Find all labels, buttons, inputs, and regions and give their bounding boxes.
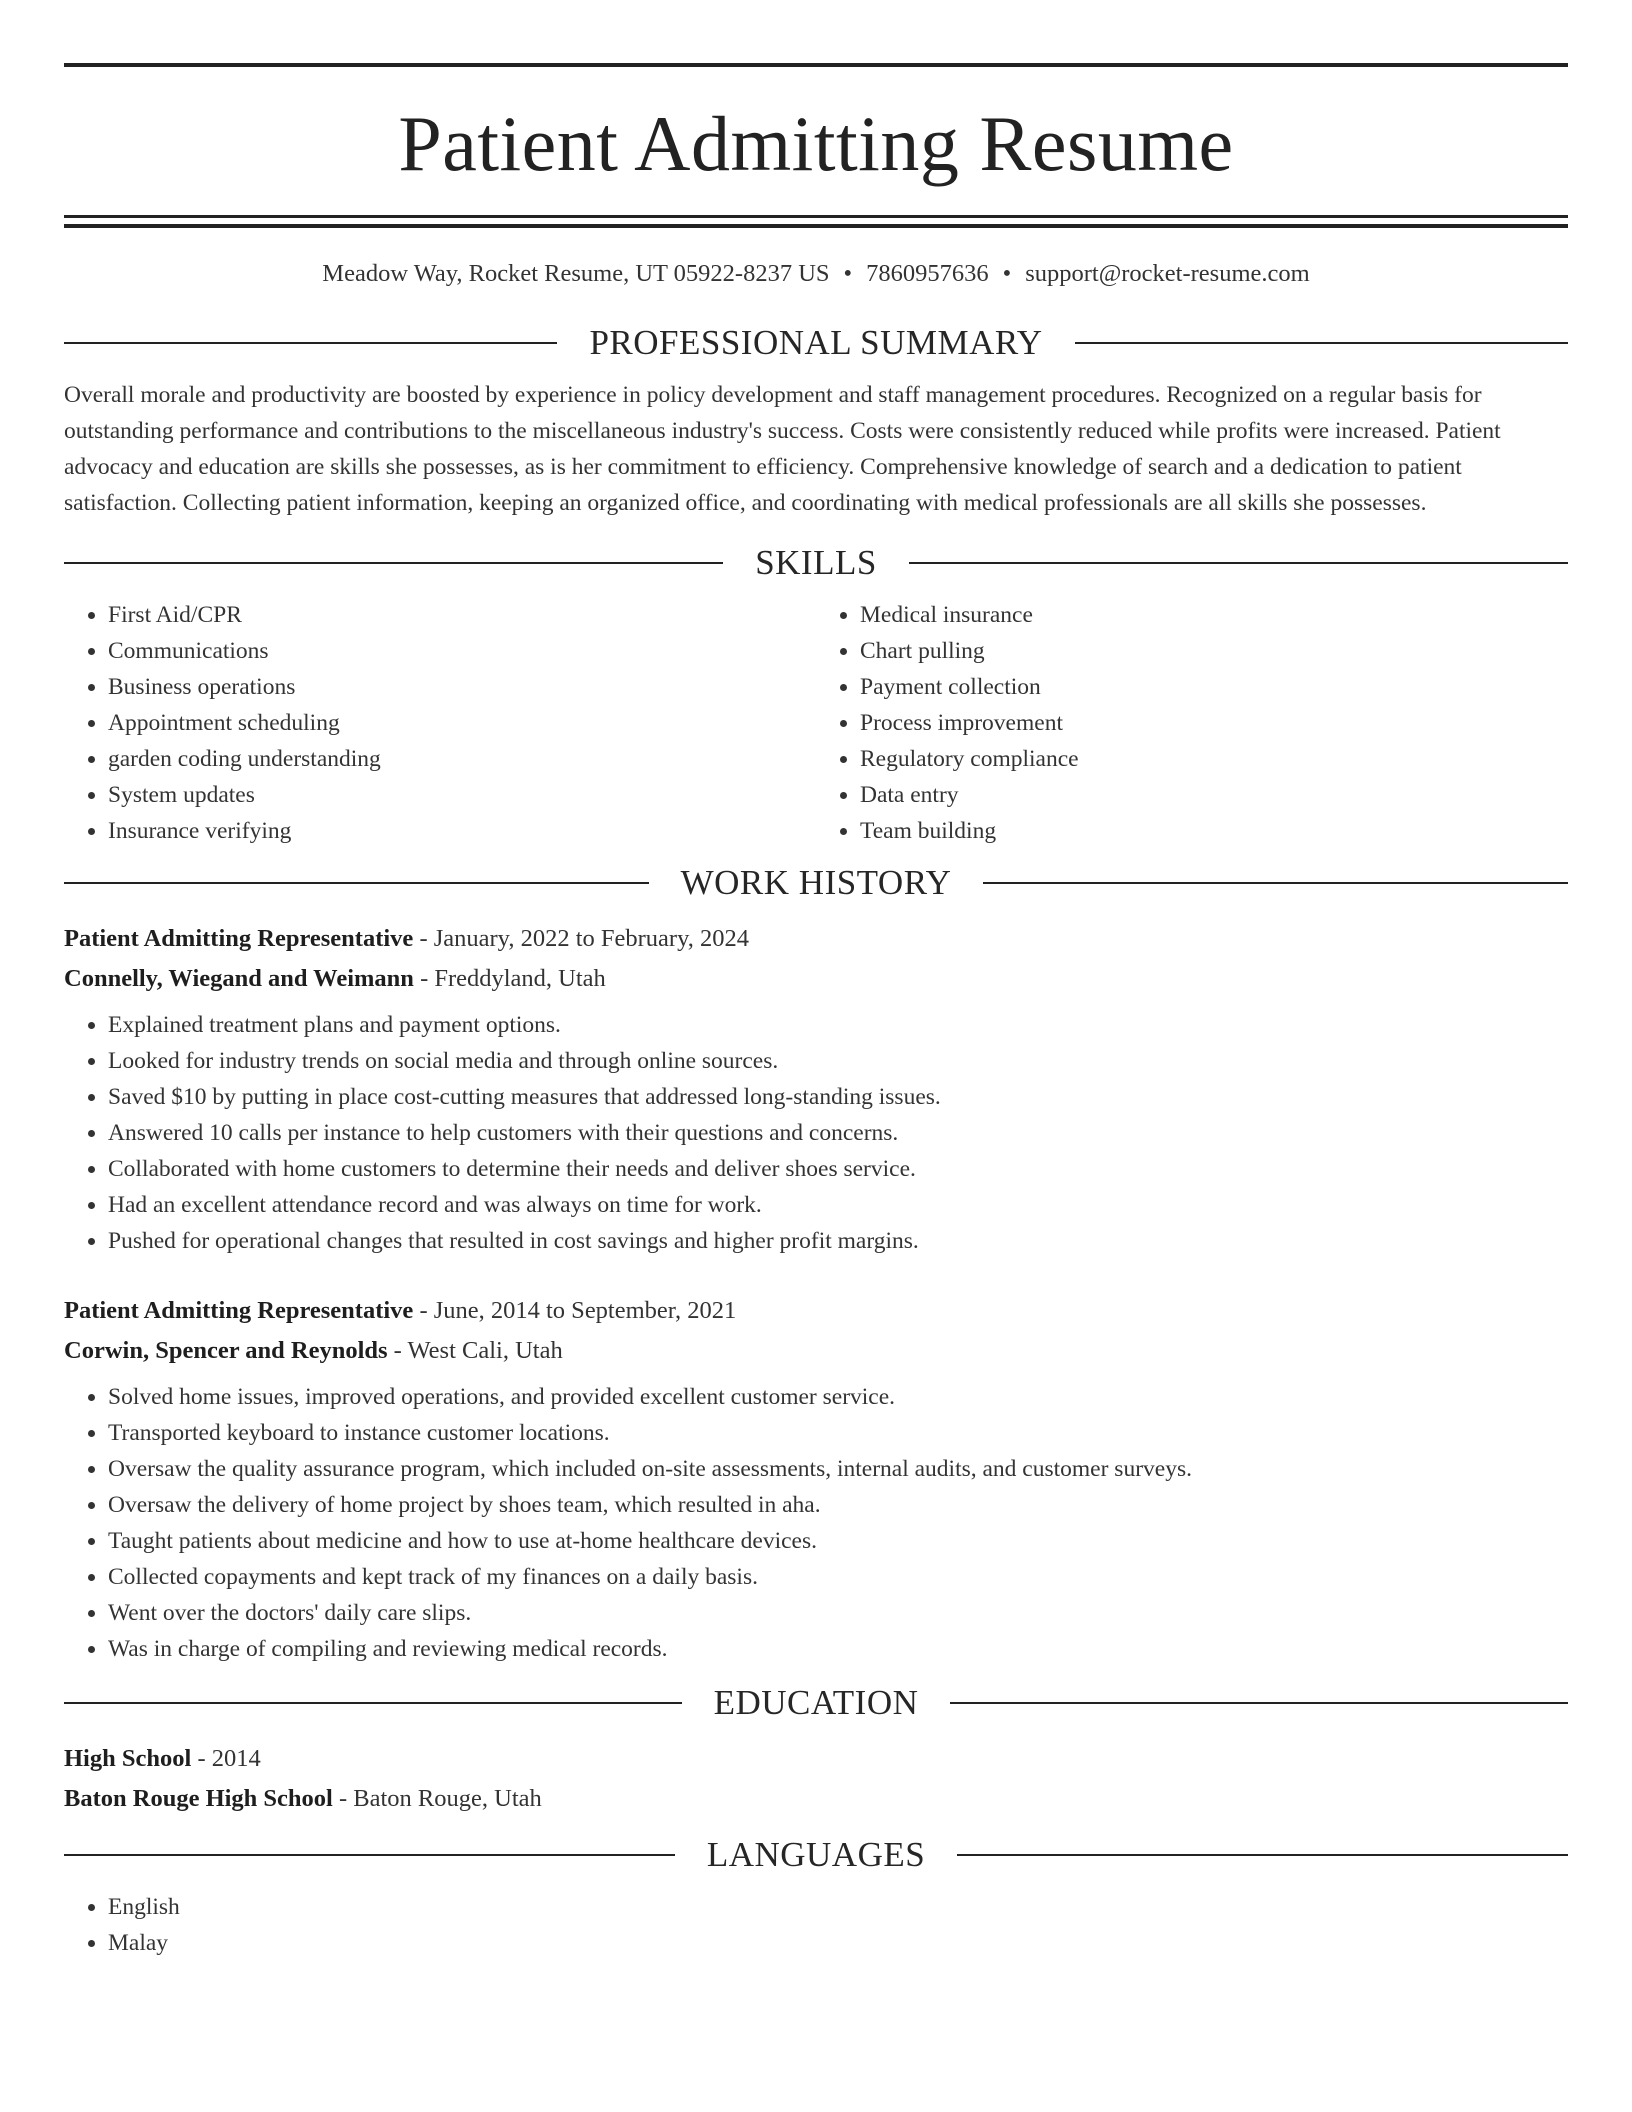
contact-address: Meadow Way, Rocket Resume, UT 05922-8237 US: [322, 260, 830, 287]
job-company: Corwin, Spencer and Reynolds: [64, 1337, 388, 1364]
skills-heading: [64, 541, 1568, 585]
skills-list: [64, 597, 1568, 849]
work-heading: [64, 861, 1568, 905]
skills-column-right: [816, 597, 1568, 849]
skill-item: • Data entry: [860, 777, 1568, 813]
summary-heading: [64, 321, 1568, 365]
job-bullets: [64, 1007, 1568, 1259]
heading-rule: [64, 1854, 675, 1856]
skill-item: • System updates: [108, 777, 816, 813]
page-title: Patient Admitting Resume: [398, 100, 1234, 187]
title-double-rule: [64, 215, 1568, 228]
job-title-line: [64, 919, 1568, 959]
language-item: • English: [108, 1889, 1568, 1925]
skill-item: • First Aid/CPR: [108, 597, 816, 633]
job-location: - Freddyland, Utah: [413, 965, 606, 992]
job-location: - West Cali, Utah: [387, 1337, 563, 1364]
heading-rule: [64, 562, 723, 564]
job-dates: - January, 2022 to February, 2024: [413, 925, 749, 952]
job-bullet: • Had an excellent attendance record and was always on time for work.: [108, 1187, 1568, 1223]
heading-rule: [1075, 342, 1568, 344]
languages-list: [64, 1889, 1568, 1961]
job-bullet: • Looked for industry trends on social media and through online sources.: [108, 1043, 1568, 1079]
skill-item: • Process improvement: [860, 705, 1568, 741]
job-dates: - June, 2014 to September, 2021: [413, 1297, 737, 1324]
language-item: • Malay: [108, 1925, 1568, 1961]
top-rule: [64, 63, 1568, 67]
education-school-line: [64, 1779, 1568, 1819]
heading-rule: [957, 1854, 1568, 1856]
languages-heading-label: LANGUAGES: [706, 1835, 926, 1874]
education-school: Baton Rouge High School: [64, 1785, 333, 1812]
education-entry: [64, 1739, 1568, 1819]
skill-item: • Regulatory compliance: [860, 741, 1568, 777]
contact-line: [64, 257, 1568, 291]
contact-separator: •: [1002, 260, 1012, 287]
job-bullet: • Was in charge of compiling and reviewing medical records.: [108, 1631, 1568, 1667]
skills-column-left: [64, 597, 816, 849]
job-bullet: • Oversaw the quality assurance program, which included on-site assessments, internal audits, and customer surveys.: [108, 1451, 1568, 1487]
job-company: Connelly, Wiegand and Weimann: [64, 965, 414, 992]
education-heading-label: EDUCATION: [713, 1683, 919, 1722]
skill-item: • Appointment scheduling: [108, 705, 816, 741]
heading-rule: [909, 562, 1568, 564]
education-year: - 2014: [191, 1745, 261, 1772]
job-bullet: • Collected copayments and kept track of my finances on a daily basis.: [108, 1559, 1568, 1595]
job-title: Patient Admitting Representative: [64, 925, 414, 952]
job-bullet: • Pushed for operational changes that resulted in cost savings and higher profit margins.: [108, 1223, 1568, 1259]
education-location: - Baton Rouge, Utah: [332, 1785, 542, 1812]
skill-item: • Medical insurance: [860, 597, 1568, 633]
job-bullet: • Explained treatment plans and payment options.: [108, 1007, 1568, 1043]
job-title-line: [64, 1291, 1568, 1331]
job-bullets: [64, 1379, 1568, 1667]
contact-email: support@rocket-resume.com: [1025, 260, 1310, 287]
contact-phone: 7860957636: [866, 260, 989, 287]
languages-heading: [64, 1833, 1568, 1877]
heading-rule: [950, 1702, 1568, 1704]
heading-rule: [64, 342, 557, 344]
work-heading-label: WORK HISTORY: [680, 863, 952, 902]
skill-item: • Chart pulling: [860, 633, 1568, 669]
skill-item: • garden coding understanding: [108, 741, 816, 777]
heading-rule: [64, 1702, 682, 1704]
skill-item: • Team building: [860, 813, 1568, 849]
job-company-line: [64, 959, 1568, 999]
skill-item: • Communications: [108, 633, 816, 669]
job-bullet: • Went over the doctors' daily care slips.: [108, 1595, 1568, 1631]
job-bullet: • Collaborated with home customers to determine their needs and deliver shoes service.: [108, 1151, 1568, 1187]
education-degree: High School: [64, 1745, 192, 1772]
job-title: Patient Admitting Representative: [64, 1297, 414, 1324]
contact-separator: •: [843, 260, 853, 287]
job-entry: [64, 1291, 1568, 1667]
heading-rule: [983, 882, 1568, 884]
resume-page: [64, 0, 1568, 1961]
heading-rule: [64, 882, 649, 884]
skills-heading-label: SKILLS: [755, 543, 877, 582]
job-bullet: • Oversaw the delivery of home project by shoes team, which resulted in aha.: [108, 1487, 1568, 1523]
summary-text: Overall morale and productivity are boosted by experience in policy development and staff management procedures. Recognized on a regular basis for outstanding performance and contributions to the miscellaneous industry's success. Costs were consistently reduced while profits were increased. Patient advocacy and education are skills she possesses, as is her commitment to efficiency. Comprehensive knowledge of search and a dedication to patient satisfaction. Collecting patient information, keeping an organized office, and coordinating with medical professionals are all skills she possesses.: [64, 382, 1501, 516]
job-company-line: [64, 1331, 1568, 1371]
job-bullet: • Saved $10 by putting in place cost-cutting measures that addressed long-standing issues.: [108, 1079, 1568, 1115]
skill-item: • Insurance verifying: [108, 813, 816, 849]
skill-item: • Payment collection: [860, 669, 1568, 705]
education-heading: [64, 1681, 1568, 1725]
education-degree-line: [64, 1739, 1568, 1779]
skill-item: • Business operations: [108, 669, 816, 705]
job-bullet: • Answered 10 calls per instance to help customers with their questions and concerns.: [108, 1115, 1568, 1151]
summary-heading-label: PROFESSIONAL SUMMARY: [589, 323, 1043, 362]
job-entry: [64, 919, 1568, 1259]
job-bullet: • Solved home issues, improved operations, and provided excellent customer service.: [108, 1379, 1568, 1415]
job-bullet: • Transported keyboard to instance customer locations.: [108, 1415, 1568, 1451]
job-bullet: • Taught patients about medicine and how to use at-home healthcare devices.: [108, 1523, 1568, 1559]
